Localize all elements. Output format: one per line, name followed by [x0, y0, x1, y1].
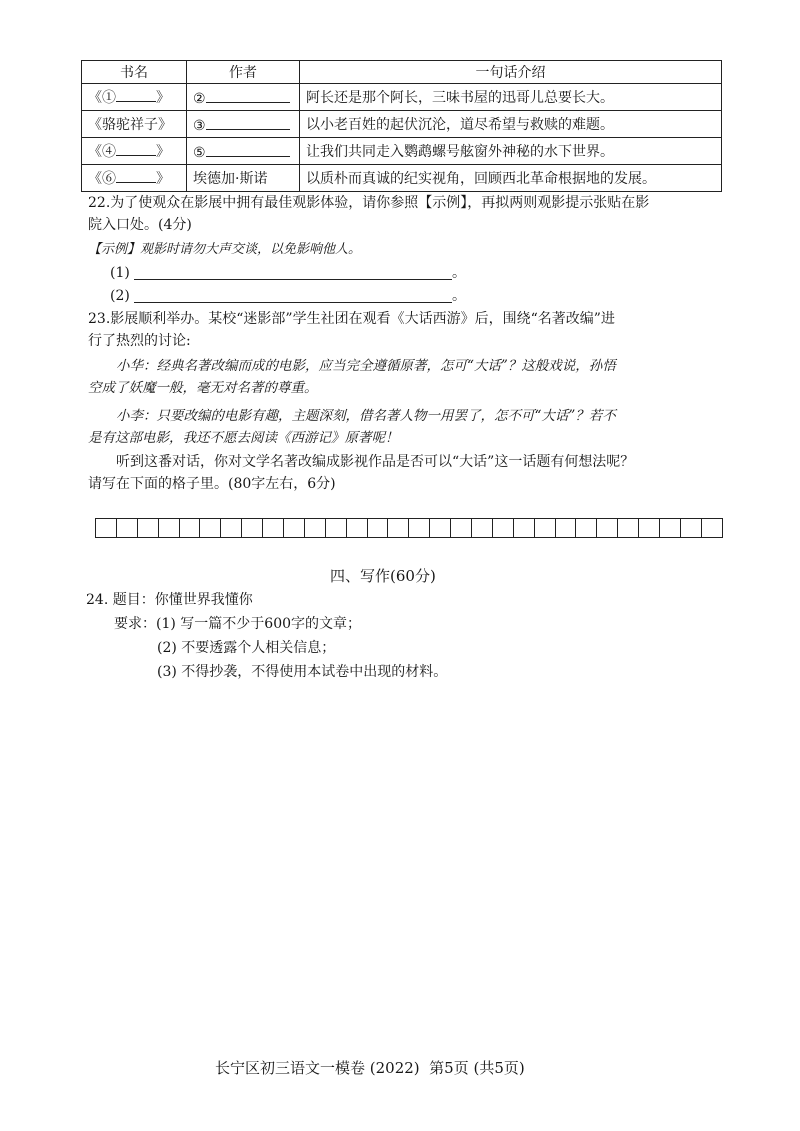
- author-cell: 埃德加·斯诺: [187, 165, 300, 192]
- grid-cell[interactable]: [117, 518, 138, 538]
- blank-line[interactable]: [116, 168, 156, 183]
- book-prefix: 《①: [88, 90, 116, 106]
- grid-cell[interactable]: [96, 518, 117, 538]
- book-suffix: 》: [156, 144, 170, 160]
- q22-stem-line2: 院入口处。(4分): [88, 217, 192, 233]
- author-text: ③: [193, 117, 206, 134]
- grid-cell[interactable]: [556, 518, 577, 538]
- grid-cell[interactable]: [242, 518, 263, 538]
- table-header: 一句话介绍: [300, 61, 722, 84]
- author-text: ②: [193, 90, 206, 107]
- author-text: ⑤: [193, 144, 206, 161]
- table-row: [82, 111, 722, 138]
- q24-requirement-1: 要求：(1) 写一篇不少于600字的文章；: [114, 616, 362, 632]
- q22-period: 。: [452, 265, 466, 281]
- xiaoli-speech-line1: 小李：只要改编的电影有趣，主题深刻，借名著人物一用罢了，怎不可“大话”？若不: [116, 408, 616, 424]
- q24-title: 24. 题目：你懂世界我懂你: [86, 592, 253, 608]
- grid-cell[interactable]: [326, 518, 347, 538]
- grid-cell[interactable]: [284, 518, 305, 538]
- grid-cell[interactable]: [200, 518, 221, 538]
- q22-period: 。: [452, 288, 466, 304]
- grid-cell[interactable]: [368, 518, 389, 538]
- grid-cell[interactable]: [221, 518, 242, 538]
- intro-cell: 让我们共同走入鹦鹉螺号舷窗外神秘的水下世界。: [300, 138, 722, 165]
- book-prefix: 《⑥: [88, 171, 116, 187]
- q22-blank1-label: (1): [110, 265, 130, 281]
- grid-cell[interactable]: [180, 518, 201, 538]
- grid-cell[interactable]: [305, 518, 326, 538]
- q22-stem-line1: 22.为了使观众在影展中拥有最佳观影体验，请你参照【示例】，再拟两则观影提示张贴在影: [88, 195, 650, 211]
- xiaohua-speech-line1: 小华：经典名著改编而成的电影，应当完全遵循原著，怎可“大话”？这般戏说，孙悟: [116, 358, 616, 374]
- grid-cell[interactable]: [138, 518, 159, 538]
- author-cell[interactable]: [187, 84, 300, 111]
- table-row: [82, 165, 722, 192]
- q22-example: 【示例】观影时请勿大声交谈，以免影响他人。: [88, 242, 362, 257]
- intro-cell: 以小老百姓的起伏沉沦，道尽希望与救赎的难题。: [300, 111, 722, 138]
- q24-requirement-2: (2) 不要透露个人相关信息；: [157, 640, 336, 656]
- table-row: [82, 84, 722, 111]
- q23-prompt-line2: 请写在下面的格子里。(80字左右，6分): [88, 476, 336, 492]
- blank-line[interactable]: [116, 141, 156, 156]
- q22-blank2-label: (2): [110, 288, 130, 304]
- table-header-row: [82, 61, 722, 84]
- grid-cell[interactable]: [347, 518, 368, 538]
- book-cell[interactable]: [82, 84, 187, 111]
- book-suffix: 》: [156, 171, 170, 187]
- grid-cell[interactable]: [409, 518, 430, 538]
- q23-stem-line1: 23.影展顺利举办。某校“迷影部”学生社团在观看《大话西游》后，围绕“名著改编”进: [88, 311, 615, 327]
- book-table: [81, 60, 722, 192]
- q23-prompt-line1: 听到这番对话，你对文学名著改编成影视作品是否可以“大话”这一话题有何想法呢？: [116, 454, 635, 470]
- grid-cell[interactable]: [514, 518, 535, 538]
- blank-line[interactable]: [206, 88, 290, 103]
- q24-requirement-3: (3) 不得抄袭，不得使用本试卷中出现的材料。: [157, 664, 448, 680]
- q22-answer-line-1[interactable]: [134, 279, 452, 280]
- intro-cell: 阿长还是那个阿长，三味书屋的迅哥儿总要长大。: [300, 84, 722, 111]
- section-title: 四、写作(60分): [330, 567, 436, 585]
- book-cell[interactable]: [82, 165, 187, 192]
- q23-stem-line2: 行了热烈的讨论:: [88, 333, 191, 349]
- grid-cell[interactable]: [597, 518, 618, 538]
- blank-line[interactable]: [116, 87, 156, 102]
- xiaoli-speech-line2: 是有这部电影，我还不愿去阅读《西游记》原著呢！: [88, 430, 399, 446]
- page-footer: 长宁区初三语文一模卷 (2022) 第5页 (共5页): [215, 1059, 525, 1077]
- table-header: 书名: [82, 61, 187, 84]
- table-row: [82, 138, 722, 165]
- book-prefix: 《④: [88, 144, 116, 160]
- intro-cell: 以质朴而真诚的纪实视角，回顾西北革命根据地的发展。: [300, 165, 722, 192]
- answer-grid[interactable]: [95, 518, 723, 538]
- grid-cell[interactable]: [388, 518, 409, 538]
- author-cell[interactable]: [187, 111, 300, 138]
- grid-cell[interactable]: [618, 518, 639, 538]
- grid-cell[interactable]: [702, 518, 723, 538]
- book-prefix: 《骆驼祥子》: [88, 117, 172, 133]
- grid-cell[interactable]: [535, 518, 556, 538]
- book-suffix: 》: [156, 90, 170, 106]
- grid-cell[interactable]: [681, 518, 702, 538]
- grid-cell[interactable]: [660, 518, 681, 538]
- grid-cell[interactable]: [263, 518, 284, 538]
- table-header: 作者: [187, 61, 300, 84]
- grid-cell[interactable]: [430, 518, 451, 538]
- grid-cell[interactable]: [576, 518, 597, 538]
- grid-cell[interactable]: [472, 518, 493, 538]
- grid-cell[interactable]: [451, 518, 472, 538]
- grid-cell[interactable]: [493, 518, 514, 538]
- author-cell[interactable]: [187, 138, 300, 165]
- xiaohua-speech-line2: 空成了妖魔一般，毫无对名著的尊重。: [88, 380, 318, 396]
- blank-line[interactable]: [206, 142, 290, 157]
- book-cell: [82, 111, 187, 138]
- blank-line[interactable]: [206, 115, 290, 130]
- q22-answer-line-2[interactable]: [134, 302, 452, 303]
- grid-cell[interactable]: [159, 518, 180, 538]
- grid-cell[interactable]: [639, 518, 660, 538]
- book-cell[interactable]: [82, 138, 187, 165]
